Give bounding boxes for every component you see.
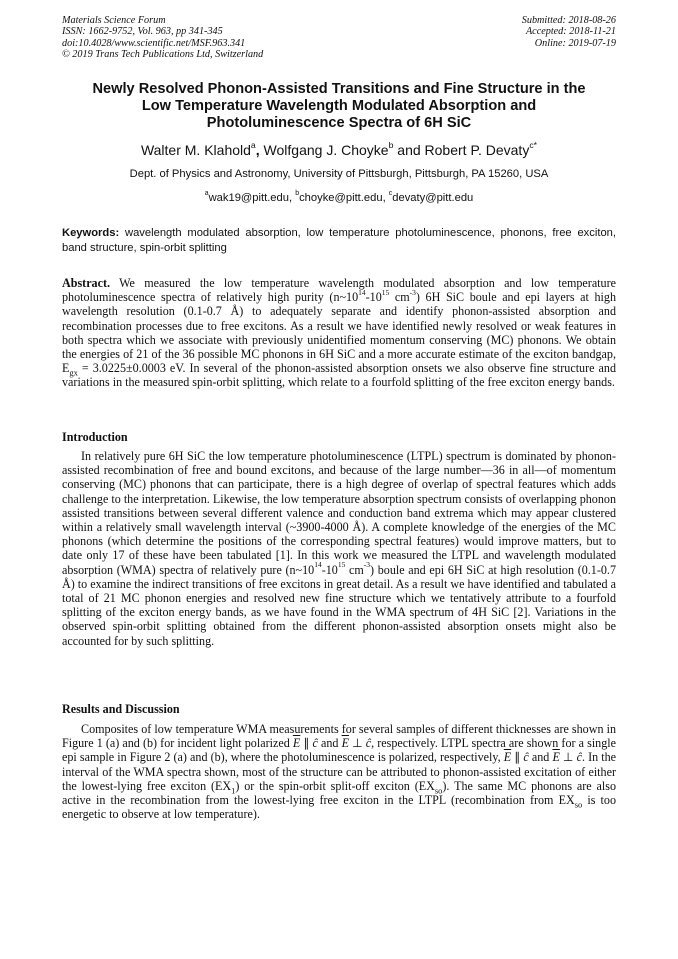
affiliation: Dept. of Physics and Astronomy, University of Pittsburgh, Pittsburgh, PA 15260, USA <box>129 168 549 180</box>
author-sep-1: , <box>255 142 264 158</box>
journal-name: Materials Science Forum <box>62 15 166 26</box>
intro-sup: -3 <box>363 560 371 570</box>
introduction-heading: Introduction <box>62 430 128 444</box>
abstract-sup: 15 <box>381 288 390 298</box>
results-text: Composites of low temperature WMA measurements for several samples of different thicknesses are shown in Figure 1 (a) and (b) for incident light polarized <box>62 722 616 751</box>
keywords-text: wavelength modulated absorption, low temperature photoluminescence, phonons, free exciton, band structure, spin-orbit splitting <box>62 227 616 254</box>
abstract-text: ) 6H SiC boule and epi layers at high wavelength resolution (0.1-0.7 Å) to adequately separate and identify phonon-assisted absorption and recombination processes due to free excitons. As a result we have identified newly resolved or weak features in both spectra which we associate with previously unidentified momentum conserving (MC) phonons. We obtain the energies of 21 of the 36 possible MC phonons in 6H SiC and a more accurate estimate of the exciton bandgap, E <box>62 290 616 376</box>
abstract-text: cm <box>389 290 410 305</box>
email-3: devaty@pitt.edu <box>392 192 474 204</box>
paper-title <box>62 81 616 132</box>
issn: ISSN: 1662-9752, Vol. 963, pp 341-345 <box>62 26 223 38</box>
c-hat: ĉ <box>523 750 529 765</box>
title-line-2: Low Temperature Wavelength Modulated Absorption and <box>141 98 537 114</box>
email-1-sup: a <box>204 190 209 198</box>
intro-sup: 15 <box>337 560 346 570</box>
abstract-sub: gx <box>69 367 78 378</box>
email-2: choyke@pitt.edu, <box>299 192 389 204</box>
results-text: is too energetic to observe at low temperature). <box>62 793 616 822</box>
author-2: Wolfgang J. Choyke <box>263 142 389 158</box>
abstract-sup: 14 <box>358 288 366 298</box>
keywords <box>62 226 616 255</box>
results-heading: Results and Discussion <box>62 702 180 716</box>
parallel-symbol: ∥ <box>511 750 524 765</box>
intro-text: In relatively pure 6H SiC the low temperature photoluminescence (LTPL) spectrum is dominated by phonon-assisted recombination of free and bound excitons, and because of the large number—36 in all—of momentum conserving (MC) phonons that can participate, there is a high degree of overlap of spectral features which adds challenge to the interpretation. Likewise, the low temperature absorption spectrum consists of overlapping phonon assisted transitions between several different valence and conduction band extrema which may appear clustered within a relatively small wavelength interval (~3900-4000 Å). A complete knowledge of the energies of the MC phonons (which determine the positions of the corresponding spectral features) would improve matters, but to date only 17 of these have been tabulated [1]. In this work we measured the LTPL and wavelength modulated absorption (WMA) spectra of relatively pure (n~10 <box>62 449 616 577</box>
abstract-text: -10 <box>365 290 382 305</box>
email-1: wak19@pitt.edu, <box>208 192 296 204</box>
copyright: © 2019 Trans Tech Publications Ltd, Switzerland <box>62 48 264 60</box>
author-sep-2: and <box>393 142 425 158</box>
dates-info <box>522 15 616 49</box>
results-text: and <box>317 736 342 751</box>
results-text: and <box>528 750 553 765</box>
email-2-sup: b <box>295 190 300 198</box>
c-hat: ĉ <box>576 750 582 765</box>
introduction-paragraph <box>62 449 616 648</box>
intro-sup: 14 <box>314 560 322 570</box>
e-vector: $\overline{E}$ <box>552 750 560 765</box>
author-1-sup: a <box>250 140 256 151</box>
keywords-label: Keywords: <box>62 227 120 239</box>
author-2-sup: b <box>388 140 394 151</box>
submitted-date: Submitted: 2018-08-26 <box>521 15 616 26</box>
author-3: Robert P. Devaty <box>424 142 530 158</box>
abstract-text: = 3.0225±0.0003 eV. In several of the phonon-assisted absorption onsets we also observe fine structure and variations in the measured spin-orbit splitting, which relate to a fourfold splitting of the free exciton energy bands. <box>62 361 616 390</box>
c-hat: ĉ <box>365 736 372 751</box>
results-text: ) or the spin-orbit split-off exciton (EX <box>235 778 435 793</box>
abstract-label: Abstract. <box>62 276 111 290</box>
title-line-1: Newly Resolved Phonon-Assisted Transitions and Fine Structure in the <box>92 81 586 97</box>
e-vector: $\overline{E}$ <box>503 750 512 765</box>
abstract <box>62 276 616 390</box>
abstract-text: We measured the low temperature wavelength modulated absorption and low temperature photoluminescence spectra of relatively high purity (n~10 <box>62 276 616 305</box>
author-emails <box>62 191 616 205</box>
results-paragraph <box>62 722 616 821</box>
results-text: ). The same MC phonons are also active in the recombination from the lowest-lying free exciton in the LTPL (recombination from EX <box>62 778 616 808</box>
perp-symbol: ⊥ <box>349 736 366 751</box>
e-vector: $\overline{E}$ <box>292 736 301 751</box>
journal-info <box>62 15 263 60</box>
title-line-3: Photoluminescence Spectra of 6H SiC <box>206 115 472 131</box>
intro-text: cm <box>345 562 364 577</box>
results-sub: so <box>574 799 583 810</box>
intro-text: -10 <box>321 562 338 577</box>
online-date: Online: 2019-07-19 <box>534 37 616 49</box>
author-3-sup: c* <box>529 140 538 151</box>
email-3-sup: c <box>388 190 393 198</box>
c-hat: ĉ <box>312 736 318 751</box>
perp-symbol: ⊥ <box>559 750 577 765</box>
author-list <box>62 141 616 159</box>
results-text: . In the interval of the WMA spectra shown, most of the structure can be attributed to phonon-assisted excitation of either the lowest-lying free exciton (EX <box>62 750 617 793</box>
author-1: Walter M. Klahold <box>140 142 251 158</box>
results-sub: 1 <box>231 785 236 796</box>
parallel-symbol: ∥ <box>300 736 313 751</box>
doi: doi:10.4028/www.scientific.net/MSF.963.341 <box>62 37 246 49</box>
abstract-sup: -3 <box>409 288 416 298</box>
accepted-date: Accepted: 2018-11-21 <box>525 26 616 38</box>
e-vector: $\overline{E}$ <box>341 736 349 751</box>
intro-text: ) boule and epi 6H SiC at high resolution (0.1-0.7 Å) to examine the indirect transitions of free excitons in great detail. As a result we have identified and tabulated a total of 21 MC phonon energies and resolved new fine structure which we tentatively attribute to a fourfold splitting of the exciton energy bands, as we have found in the WMA spectrum of 4H SiC [2]. Variations in the observed spin-orbit splitting obtained from the different phonon-assisted absorption onsets might also be accounted for by such splitting. <box>62 562 616 648</box>
results-sub: so <box>434 785 443 796</box>
results-text: , respectively. LTPL spectra are shown for a single epi sample in Figure 2 (a) and (b), where the photoluminescence is polarized, respectively, <box>62 736 617 765</box>
